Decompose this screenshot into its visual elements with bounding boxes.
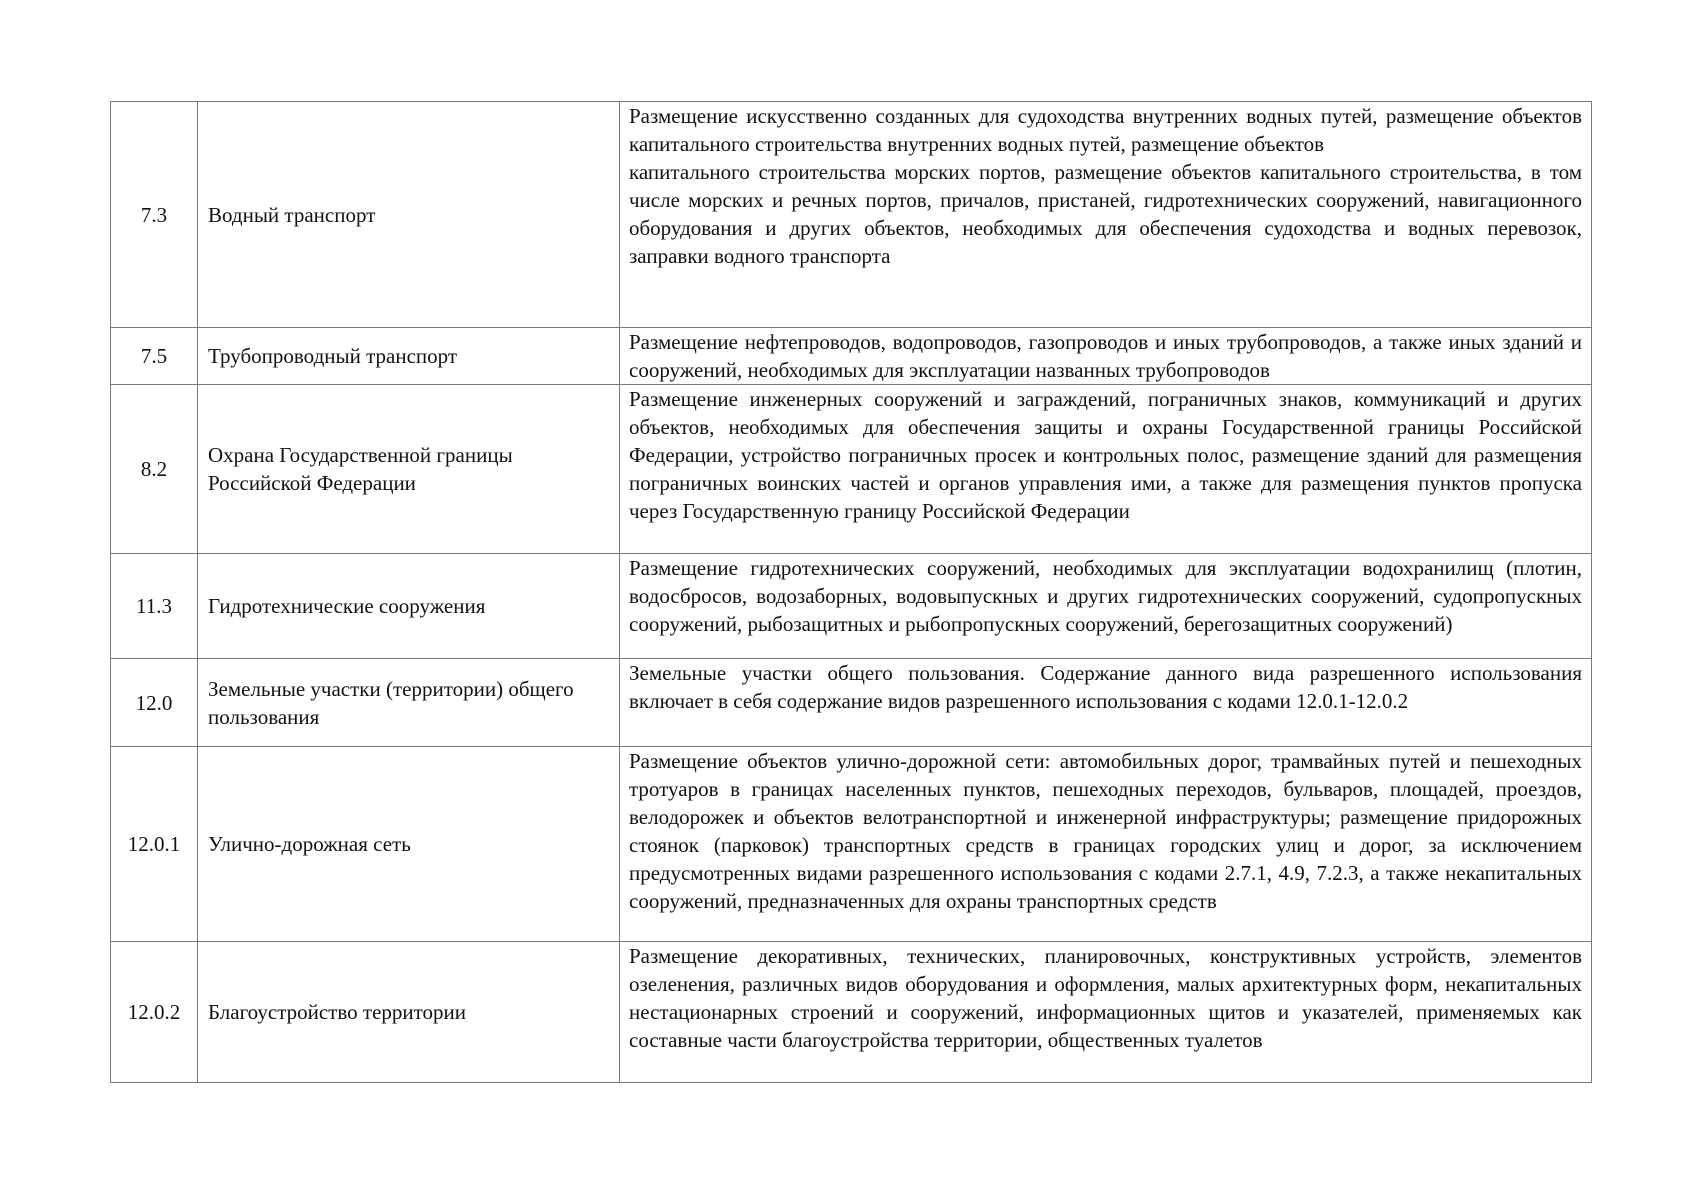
code-cell: 12.0.2 bbox=[111, 942, 198, 1083]
code-cell: 7.3 bbox=[111, 102, 198, 328]
table-row bbox=[111, 659, 1592, 747]
code-cell: 12.0.1 bbox=[111, 747, 198, 942]
description-paragraph: Земельные участки общего пользования. Содержание данного вида разрешенного использования включает в себя содержание видов разрешенного использования с кодами 12.0.1-12.0.2 bbox=[629, 661, 1582, 713]
land-use-table bbox=[110, 101, 1592, 1083]
description-paragraph: Размещение искусственно созданных для судоходства внутренних водных путей, размещение объектов капитального строительства внутренних водных путей, размещение объектов bbox=[629, 104, 1582, 156]
table-row bbox=[111, 942, 1592, 1083]
description-cell bbox=[620, 747, 1592, 942]
table-row bbox=[111, 102, 1592, 328]
table-row bbox=[111, 328, 1592, 385]
description-cell bbox=[620, 659, 1592, 747]
code-cell: 11.3 bbox=[111, 554, 198, 659]
table-row bbox=[111, 747, 1592, 942]
name-cell: Земельные участки (территории) общего пользования bbox=[198, 659, 620, 747]
description-cell bbox=[620, 328, 1592, 385]
description-paragraph: Размещение объектов улично-дорожной сети: автомобильных дорог, трамвайных путей и пешеходных тротуаров в границах населенных пунктов, пешеходных переходов, бульваров, площадей, проездов, велодорожек и объектов велотранспортной и инженерной инфраструктуры; размещение придорожных стоянок (парковок) транспортных средств в границах городских улиц и дорог, за исключением предусмотренных видами разрешенного использования с кодами 2.7.1, 4.9, 7.2.3, а также некапитальных сооружений, предназначенных для охраны транспортных средств bbox=[629, 749, 1582, 913]
name-cell: Благоустройство территории bbox=[198, 942, 620, 1083]
table-row bbox=[111, 385, 1592, 554]
code-cell: 7.5 bbox=[111, 328, 198, 385]
name-cell: Улично-дорожная сеть bbox=[198, 747, 620, 942]
table-row bbox=[111, 554, 1592, 659]
description-paragraph: капитального строительства морских портов, размещение объектов капитального строительства, в том числе морских и речных портов, причалов, пристаней, гидротехнических сооружений, навигационного оборудования и других объектов, необходимых для обеспечения судоходства и водных перевозок, заправки водного транспорта bbox=[629, 160, 1582, 268]
description-cell bbox=[620, 942, 1592, 1083]
code-cell: 8.2 bbox=[111, 385, 198, 554]
description-paragraph: Размещение декоративных, технических, планировочных, конструктивных устройств, элементов озеленения, различных видов оборудования и оформления, малых архитектурных форм, некапитальных нестационарных строений и сооружений, информационных щитов и указателей, применяемых как составные части благоустройства территории, общественных туалетов bbox=[629, 944, 1582, 1052]
description-paragraph: Размещение гидротехнических сооружений, необходимых для эксплуатации водохранилищ (плотин, водосбросов, водозаборных, водовыпускных и других гидротехнических сооружений, судопропускных сооружений, рыбозащитных и рыбопропускных сооружений, берегозащитных сооружений) bbox=[629, 556, 1582, 636]
name-cell: Охрана Государственной границы Российской Федерации bbox=[198, 385, 620, 554]
description-paragraph: Размещение нефтепроводов, водопроводов, газопроводов и иных трубопроводов, а также иных зданий и сооружений, необходимых для эксплуатации названных трубопроводов bbox=[629, 330, 1582, 382]
description-cell bbox=[620, 554, 1592, 659]
description-cell bbox=[620, 102, 1592, 328]
name-cell: Гидротехнические сооружения bbox=[198, 554, 620, 659]
table-body bbox=[111, 102, 1592, 1083]
code-cell: 12.0 bbox=[111, 659, 198, 747]
name-cell: Водный транспорт bbox=[198, 102, 620, 328]
description-cell bbox=[620, 385, 1592, 554]
description-paragraph: Размещение инженерных сооружений и заграждений, пограничных знаков, коммуникаций и других объектов, необходимых для обеспечения защиты и охраны Государственной границы Российской Федерации, устройство пограничных просек и контрольных полос, размещение зданий для размещения пограничных воинских частей и органов управления ими, а также для размещения пунктов пропуска через Государственную границу Российской Федерации bbox=[629, 387, 1582, 523]
name-cell: Трубопроводный транспорт bbox=[198, 328, 620, 385]
